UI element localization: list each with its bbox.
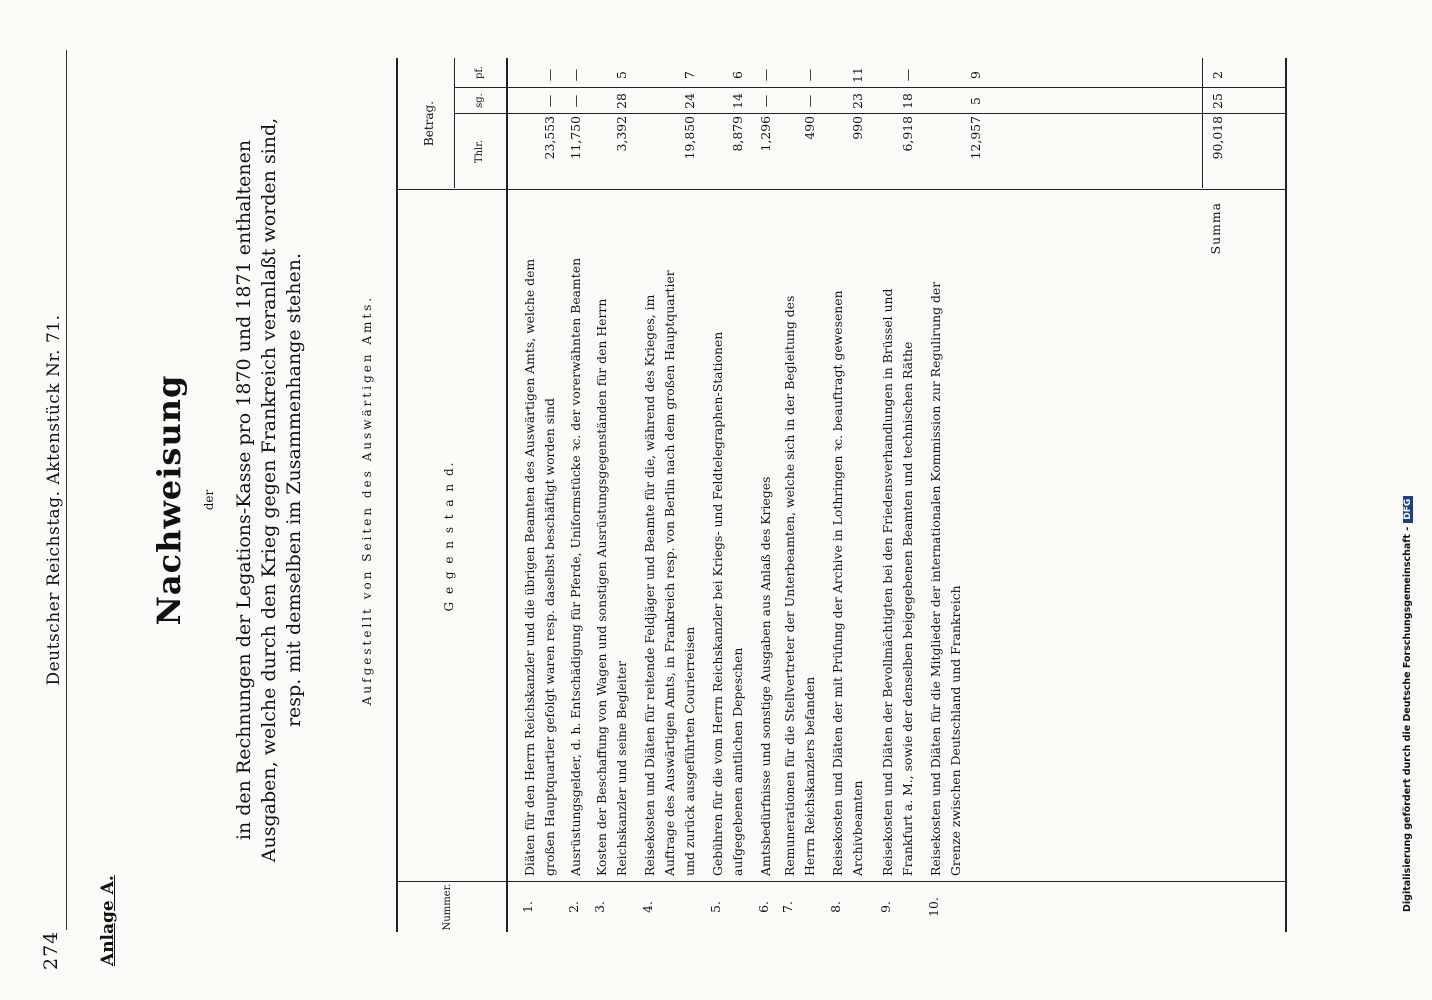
row-pf: — xyxy=(758,68,773,82)
prepared-by-line: Aufgestellt von Seiten des Auswärtigen Amts. xyxy=(360,294,374,706)
row-pf: — xyxy=(900,68,915,82)
betrag-sub-rule xyxy=(454,58,455,188)
sum-rule xyxy=(1202,58,1203,188)
row-description: Remunerationen für die Stellvertreter der Unterbeamten, welche sich in der Begleitung des Herrn Reichskanzlers befanden xyxy=(782,295,817,876)
digitization-note xyxy=(1402,496,1413,912)
row-description: Amtsbedürfnisse und sonstige Ausgaben aus Anlaß des Krieges xyxy=(758,476,773,876)
row-number: 3. xyxy=(592,901,607,913)
row-thlr: 990 xyxy=(850,116,865,140)
row-number: 4. xyxy=(640,901,655,913)
row-thlr: 19,850 xyxy=(682,116,697,160)
row-description: Reisekosten und Diäten für reitende Feldjäger und Beamte für die, während des Krieges, im Auftrage des Auswärtigen Amts, in Frankreich resp. von Berlin nach dem großen Hauptquartier und zurück ausgeführten Courierreisen xyxy=(642,270,697,876)
document-title: Nachweisung xyxy=(150,374,188,626)
row-thlr: 490 xyxy=(802,116,817,140)
row-thlr: 6,918 xyxy=(900,116,915,152)
header-nummer: Nummer. xyxy=(442,883,453,931)
page-number: 274 xyxy=(40,930,62,970)
row-number: 6. xyxy=(756,901,771,913)
row-sg: — xyxy=(802,94,817,108)
row-sg: 18 xyxy=(900,93,915,109)
sum-sg: 25 xyxy=(1210,93,1225,109)
sum-pf: 2 xyxy=(1210,71,1225,79)
row-description: Reisekosten und Diäten der mit Prüfung der Archive in Lothringen ꝛc. beauftragt gewesenen Archivbeamten xyxy=(830,290,865,876)
row-number: 2. xyxy=(566,901,581,913)
row-sg: 14 xyxy=(730,93,745,109)
row-description: Reisekosten und Diäten für die Mitglieder der internationalen Kommission zur Regulirung der Grenze zwischen Deutschland und Frankreich xyxy=(928,281,963,876)
row-pf: — xyxy=(568,68,583,82)
dfg-logo: DFG xyxy=(1403,496,1413,523)
row-description: Reisekosten und Diäten der Bevollmächtigten bei den Friedensverhandlungen in Brüssel und Frankfurt a. M., sowie der denselben beigegebenen Beamten und technischen Räthe xyxy=(880,288,915,876)
row-number: 10. xyxy=(926,897,941,917)
header-thlr: Thlr. xyxy=(474,139,485,164)
row-pf: 6 xyxy=(730,71,745,79)
header-rule xyxy=(66,50,67,930)
row-thlr: 12,957 xyxy=(968,116,983,160)
col-rule-3 xyxy=(454,113,1286,114)
row-sg: — xyxy=(542,94,557,108)
row-pf: — xyxy=(802,68,817,82)
row-pf: 7 xyxy=(682,71,697,79)
title-connector: der xyxy=(202,489,216,511)
expense-table xyxy=(396,58,1286,932)
row-number: 5. xyxy=(708,901,723,913)
row-description: Diäten für den Herrn Reichskanzler und die übrigen Beamten des Auswärtigen Amts, welche dem großen Hauptquartier gefolgt waren resp. daselbst beschäftigt worden sind xyxy=(522,258,557,876)
row-thlr: 11,750 xyxy=(568,116,583,160)
row-description: Gebühren für die vom Herrn Reichskanzler bei Kriegs- und Feldtelegraphen-Stationen aufgegebenen amtlichen Depeschen xyxy=(710,331,745,876)
row-sg: 24 xyxy=(682,93,697,109)
row-description: Kosten der Beschaffung von Wagen und sonstigen Ausrüstungsgegenständen für den Herrn Reichskanzler und seine Begleiter xyxy=(594,298,629,876)
col-rule-2 xyxy=(396,189,1286,190)
sum-thlr: 90,018 xyxy=(1210,116,1225,160)
col-rule-4 xyxy=(454,87,1286,88)
row-thlr: 3,392 xyxy=(614,116,629,152)
header-betrag: Betrag. xyxy=(422,100,436,147)
row-pf: 11 xyxy=(850,67,865,83)
header-sg: sg. xyxy=(474,93,485,108)
row-sg: 5 xyxy=(968,97,983,105)
row-thlr: 1,296 xyxy=(758,116,773,152)
row-thlr: 23,553 xyxy=(542,116,557,160)
header-pf: pf. xyxy=(474,66,485,79)
row-pf: — xyxy=(542,68,557,82)
row-sg: — xyxy=(758,94,773,108)
row-description: Ausrüstungsgelder, d. h. Entschädigung für Pferde, Uniformstücke ꝛc. der vorerwähnten Beamten xyxy=(568,257,583,876)
document-intro: in den Rechnungen der Legations-Kasse pro 1870 und 1871 enthaltenen Ausgaben, welche durch den Krieg gegen Frankreich veranlaßt worden sind, resp. mit demselben im Zusammenhange stehen. xyxy=(233,117,305,863)
row-pf: 5 xyxy=(614,71,629,79)
header-gegenstand: G e g e n s t a n d. xyxy=(442,460,456,612)
row-number: 9. xyxy=(878,901,893,913)
row-thlr: 8,879 xyxy=(730,116,745,152)
sum-label: Summa xyxy=(1208,202,1223,255)
row-number: 1. xyxy=(520,901,535,913)
digitization-note-text: Digitalisierung gefördert durch die Deutsche Forschungsgemeinschaft - xyxy=(1402,526,1413,912)
running-header: Deutscher Reichstag. Aktenstück Nr. 71. xyxy=(44,314,64,686)
row-sg: 28 xyxy=(614,93,629,109)
row-number: 7. xyxy=(780,901,795,913)
anlage-label: Anlage A. xyxy=(98,875,118,966)
row-sg: — xyxy=(568,94,583,108)
row-pf: 9 xyxy=(968,71,983,79)
row-number: 8. xyxy=(828,901,843,913)
row-sg: 23 xyxy=(850,93,865,109)
